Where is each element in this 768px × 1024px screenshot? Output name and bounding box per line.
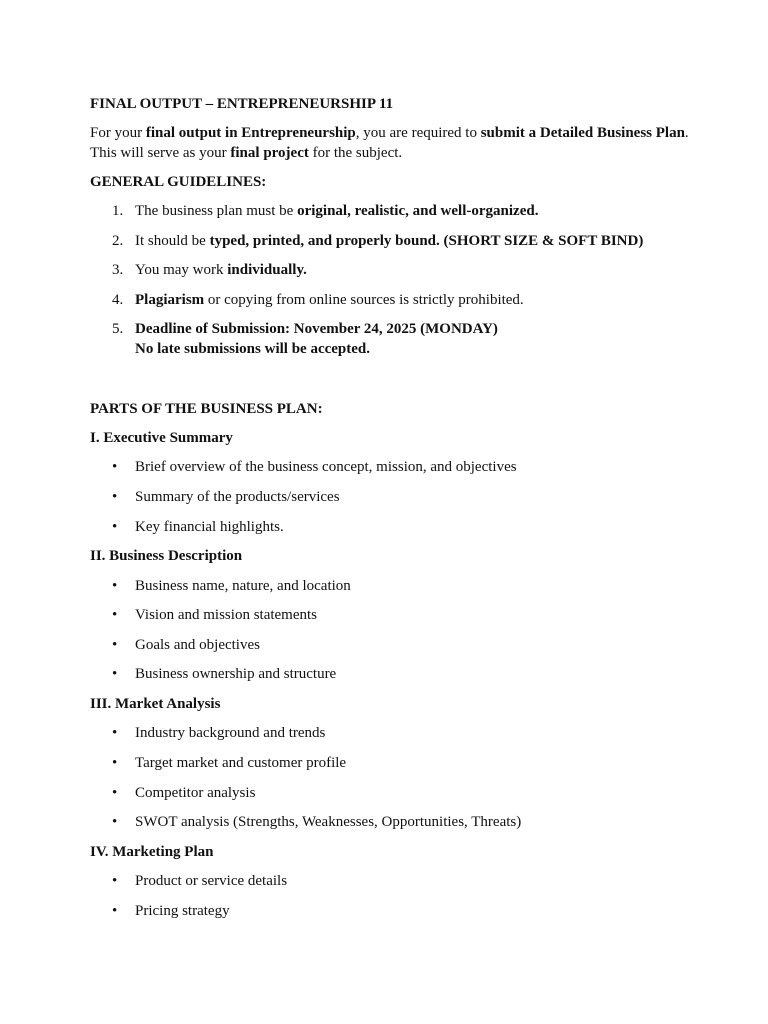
bullet-icon: • bbox=[112, 755, 118, 772]
list-item bbox=[90, 753, 690, 773]
intro-bold-text: final project bbox=[230, 145, 309, 161]
bullet-icon: • bbox=[112, 873, 118, 890]
list-item bbox=[90, 723, 690, 743]
list-item bbox=[90, 783, 690, 803]
intro-text: for the subject. bbox=[308, 145, 403, 161]
list-item-text: Goals and objectives bbox=[135, 636, 260, 653]
list-item bbox=[90, 812, 690, 832]
section-title: II. Business Description bbox=[90, 548, 243, 565]
intro-bold-text: final output in Entrepreneurship bbox=[145, 125, 356, 141]
list-item-text: Product or service details bbox=[135, 873, 288, 890]
list-number: 1. bbox=[112, 203, 124, 219]
bullet-icon: • bbox=[112, 666, 118, 683]
list-item-text: Vision and mission statements bbox=[135, 607, 318, 624]
section-list bbox=[90, 723, 690, 832]
list-item-text: Target market and customer profile bbox=[135, 755, 347, 772]
list-item bbox=[90, 576, 690, 596]
bullet-icon: • bbox=[112, 814, 118, 831]
document-title: FINAL OUTPUT – ENTREPRENEURSHIP 11 bbox=[90, 96, 394, 112]
bullet-icon: • bbox=[112, 518, 118, 535]
guideline-item bbox=[90, 290, 690, 310]
list-item-text: Key financial highlights. bbox=[135, 518, 284, 535]
no-late-submissions-text: No late submissions will be accepted. bbox=[135, 341, 371, 358]
bullet-icon: • bbox=[112, 784, 118, 801]
intro-text: , you are required to bbox=[355, 125, 481, 141]
list-item-text: Competitor analysis bbox=[135, 784, 256, 801]
guideline-item bbox=[90, 201, 690, 221]
list-item-text: Industry background and trends bbox=[135, 725, 326, 742]
list-number: 2. bbox=[112, 232, 124, 249]
section-spacer bbox=[90, 369, 690, 399]
bullet-icon: • bbox=[112, 489, 118, 506]
list-item-text: Business name, nature, and location bbox=[135, 577, 351, 594]
list-item bbox=[90, 635, 690, 655]
guideline-item bbox=[90, 231, 690, 251]
guidelines-heading: GENERAL GUIDELINES: bbox=[90, 174, 267, 190]
section-list bbox=[90, 457, 690, 536]
document-page bbox=[90, 94, 690, 930]
guideline-text: The business plan must be bbox=[135, 203, 298, 219]
bullet-icon: • bbox=[112, 607, 118, 624]
intro-text: For your bbox=[90, 125, 146, 141]
guideline-bold-text: original, realistic, and well-organized. bbox=[297, 203, 539, 219]
section-list bbox=[90, 576, 690, 685]
list-item bbox=[90, 517, 690, 537]
list-item bbox=[90, 487, 690, 507]
intro-paragraph bbox=[90, 123, 690, 163]
parts-heading: PARTS OF THE BUSINESS PLAN: bbox=[90, 400, 323, 417]
list-item bbox=[90, 605, 690, 625]
guidelines-list bbox=[90, 201, 690, 359]
bullet-icon: • bbox=[112, 725, 118, 742]
list-item bbox=[90, 871, 690, 891]
guideline-text: You may work bbox=[135, 262, 228, 279]
list-item bbox=[90, 664, 690, 684]
deadline-text: Deadline of Submission: November 24, 2025 (MONDAY) bbox=[135, 321, 498, 338]
list-item bbox=[90, 901, 690, 921]
list-item-text: Summary of the products/services bbox=[135, 489, 340, 506]
section-title: I. Executive Summary bbox=[90, 429, 233, 446]
list-number: 4. bbox=[112, 291, 124, 308]
list-number: 3. bbox=[112, 262, 124, 279]
list-item-text: Pricing strategy bbox=[135, 902, 230, 919]
list-item-text: Brief overview of the business concept, mission, and objectives bbox=[135, 459, 517, 476]
guideline-bold-text: Plagiarism bbox=[135, 291, 205, 308]
intro-text: . This will serve as your bbox=[90, 125, 689, 161]
section-list bbox=[90, 871, 690, 921]
bullet-icon: • bbox=[112, 902, 118, 919]
list-item-text: Business ownership and structure bbox=[135, 666, 337, 683]
guideline-bold-text: typed, printed, and properly bound. (SHORT SIZE & SOFT BIND) bbox=[209, 232, 644, 249]
guideline-item bbox=[90, 260, 690, 280]
list-item bbox=[90, 457, 690, 477]
bullet-icon: • bbox=[112, 636, 118, 653]
section-title: IV. Marketing Plan bbox=[90, 843, 214, 860]
guideline-text: or copying from online sources is strictly prohibited. bbox=[204, 291, 524, 308]
section-title: III. Market Analysis bbox=[90, 695, 221, 712]
guideline-text: It should be bbox=[135, 232, 210, 249]
guideline-bold-text: individually. bbox=[227, 262, 307, 279]
list-item-text: SWOT analysis (Strengths, Weaknesses, Opportunities, Threats) bbox=[135, 814, 522, 831]
intro-bold-text: submit a Detailed Business Plan bbox=[480, 125, 685, 141]
bullet-icon: • bbox=[112, 459, 118, 476]
bullet-icon: • bbox=[112, 577, 118, 594]
list-number: 5. bbox=[112, 321, 124, 338]
guideline-item bbox=[90, 319, 690, 359]
